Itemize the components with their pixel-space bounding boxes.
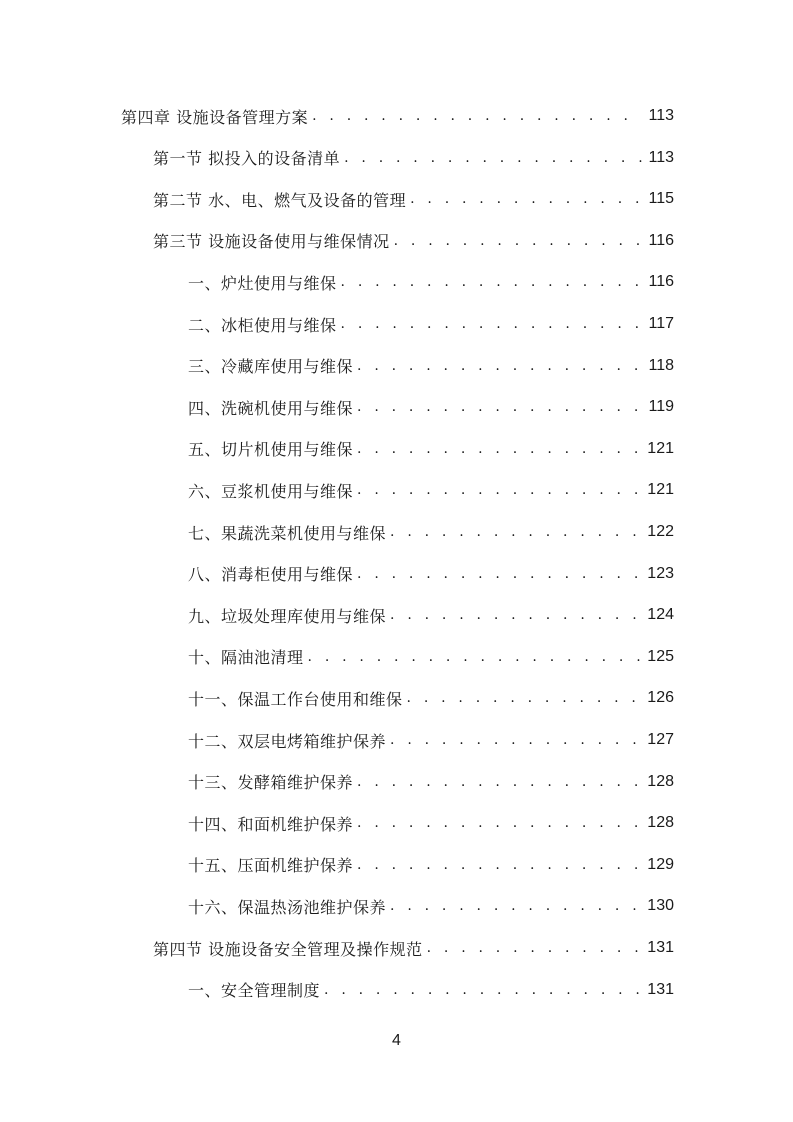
dot-leader (341, 274, 642, 290)
toc-entry[interactable] (121, 96, 674, 136)
toc-entry-page: 131 (647, 980, 674, 998)
toc-entry[interactable] (188, 346, 674, 386)
toc-entry-page: 115 (648, 190, 674, 208)
toc-entry-page: 131 (647, 939, 674, 956)
toc-entry-title: 一、安全管理制度 (188, 981, 321, 1001)
toc-entry-title: 十五、压面机维护保养 (188, 856, 354, 876)
dot-leader (390, 898, 641, 914)
toc-entry-page: 129 (647, 855, 674, 873)
page-number: 4 (392, 1032, 401, 1049)
toc-entry-title: 十四、和面机维护保养 (188, 814, 354, 834)
toc-entry-title: 第四章 设施设备管理方案 (121, 107, 309, 127)
toc-entry-page: 121 (647, 481, 674, 499)
dot-leader (357, 358, 642, 374)
toc-entry[interactable] (188, 387, 674, 427)
toc-entry[interactable] (188, 304, 674, 344)
dot-leader (390, 524, 641, 540)
toc-entry[interactable] (188, 637, 674, 677)
dot-leader (427, 940, 642, 956)
toc-entry-page: 118 (648, 356, 674, 374)
toc-entry[interactable] (188, 678, 674, 718)
toc-entry-page: 113 (648, 107, 674, 124)
toc-entry-title: 十六、保温热汤池维护保养 (188, 897, 387, 917)
toc-entry[interactable] (188, 429, 674, 469)
dot-leader (324, 982, 641, 998)
toc-entry[interactable] (188, 554, 674, 594)
toc-entry-page: 116 (648, 273, 674, 291)
dot-leader (410, 191, 642, 207)
toc-entry[interactable] (188, 970, 674, 1010)
dot-leader (357, 857, 641, 873)
dot-leader (390, 732, 641, 748)
toc-entry[interactable] (188, 595, 674, 635)
dot-leader (357, 399, 642, 415)
toc-entry-page: 117 (648, 315, 674, 332)
toc-entry-title: 三、冷藏库使用与维保 (188, 357, 354, 377)
toc-entry-page: 128 (647, 814, 674, 832)
toc-entry-title: 四、洗碗机使用与维保 (188, 398, 354, 418)
toc-entry-title: 六、豆浆机使用与维保 (188, 481, 354, 501)
dot-leader (308, 649, 642, 665)
dot-leader (394, 233, 642, 249)
toc-entry-title: 第一节 拟投入的设备清单 (153, 149, 341, 169)
toc-entry-title: 七、果蔬洗菜机使用与维保 (188, 523, 387, 543)
toc-entry[interactable] (188, 762, 674, 802)
dot-leader (357, 566, 641, 582)
dot-leader (407, 690, 642, 706)
toc-entry-title: 十二、双层电烤箱维护保养 (188, 731, 387, 751)
dot-leader (357, 441, 641, 457)
toc-entry-title: 十、隔油池清理 (188, 648, 304, 668)
toc-entry[interactable] (188, 803, 674, 843)
toc-entry[interactable] (153, 928, 674, 968)
toc-entry[interactable] (188, 470, 674, 510)
toc-entry-page: 113 (648, 148, 674, 166)
dot-leader (357, 815, 641, 831)
dot-leader (357, 774, 641, 790)
toc-entry[interactable] (153, 179, 674, 219)
toc-entry-page: 121 (647, 439, 674, 457)
toc-entry[interactable] (153, 138, 674, 178)
toc-entry-page: 116 (648, 231, 674, 249)
dot-leader (390, 607, 641, 623)
toc-entry-title: 二、冰柜使用与维保 (188, 315, 337, 335)
toc-entry-page: 119 (648, 398, 674, 416)
dot-leader (344, 150, 642, 166)
toc-entry-title: 九、垃圾处理库使用与维保 (188, 606, 387, 626)
toc-entry-title: 第三节 设施设备使用与维保情况 (153, 232, 390, 252)
toc-entry-page: 124 (647, 606, 674, 624)
dot-leader (357, 482, 641, 498)
toc-entry-page: 128 (647, 772, 674, 790)
toc-entry-page: 127 (647, 731, 674, 748)
toc-entry-title: 八、消毒柜使用与维保 (188, 565, 354, 585)
dot-leader (312, 108, 642, 124)
toc-entry[interactable] (188, 262, 674, 302)
toc-entry-page: 126 (647, 689, 674, 707)
dot-leader (341, 316, 642, 332)
toc-entry[interactable] (153, 221, 674, 261)
toc-entry-title: 第四节 设施设备安全管理及操作规范 (153, 939, 423, 959)
toc-entry[interactable] (188, 512, 674, 552)
toc-entry-title: 一、炉灶使用与维保 (188, 273, 337, 293)
toc-entry-title: 五、切片机使用与维保 (188, 440, 354, 460)
toc-entry-title: 第二节 水、电、燃气及设备的管理 (153, 190, 407, 210)
toc-entry-title: 十三、发酵箱维护保养 (188, 773, 354, 793)
toc-entry-page: 130 (647, 897, 674, 915)
toc-entry[interactable] (188, 845, 674, 885)
toc-entry-page: 125 (647, 647, 674, 665)
toc-entry[interactable] (188, 720, 674, 760)
toc-entry-title: 十一、保温工作台使用和维保 (188, 689, 403, 709)
toc-entry-page: 122 (647, 523, 674, 540)
toc-entry-page: 123 (647, 564, 674, 582)
toc-entry[interactable] (188, 886, 674, 926)
